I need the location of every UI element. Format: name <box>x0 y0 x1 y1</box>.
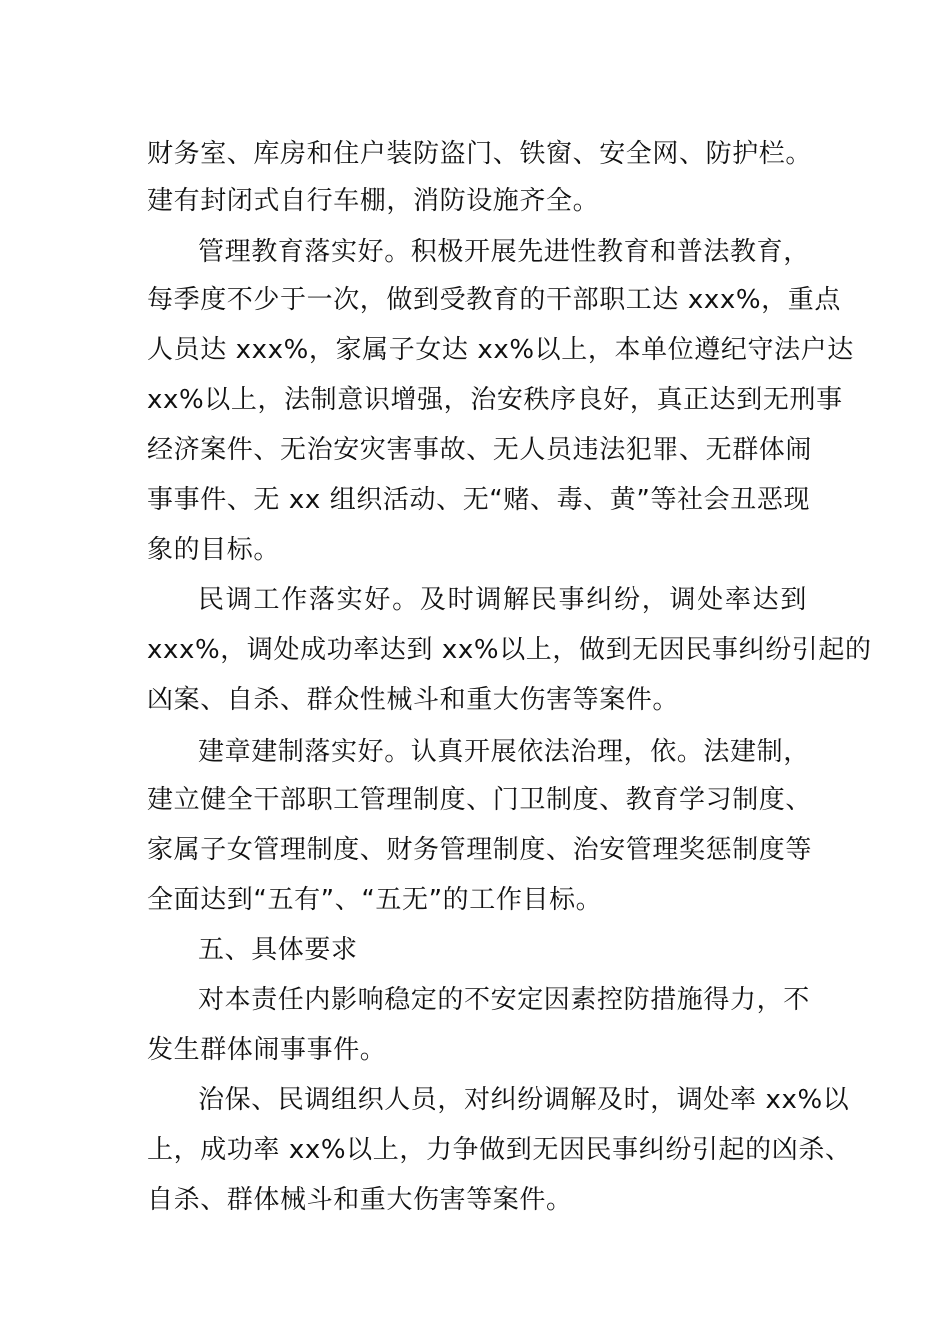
paragraph-line: xx%以上，法制意识增强，治安秩序良好，真正达到无刑事 <box>147 385 843 415</box>
paragraph-line: 建章建制落实好。认真开展依法治理，依。法建制， <box>198 737 810 767</box>
paragraph-line: 象的目标。 <box>147 535 281 565</box>
section-heading: 五、具体要求 <box>198 935 358 965</box>
paragraph-line: 对本责任内影响稳定的不安定因素控防措施得力，不 <box>198 985 810 1015</box>
paragraph-line: 凶案、自杀、群众性械斗和重大伤害等案件。 <box>147 685 680 715</box>
paragraph-line: 财务室、库房和住户装防盗门、铁窗、安全网、防护栏。 <box>147 139 813 169</box>
paragraph-line: 管理教育落实好。积极开展先进性教育和普法教育， <box>198 237 810 267</box>
paragraph-line: 人员达 xxx%，家属子女达 xx%以上，本单位遵纪守法户达 <box>147 335 854 365</box>
paragraph-line: 经济案件、无治安灾害事故、无人员违法犯罪、无群体闹 <box>147 435 813 465</box>
paragraph-line: 家属子女管理制度、财务管理制度、治安管理奖惩制度等 <box>147 835 813 865</box>
paragraph-line: 自杀、群体械斗和重大伤害等案件。 <box>147 1185 573 1215</box>
paragraph-line: 建有封闭式自行车棚，消防设施齐全。 <box>147 186 600 216</box>
paragraph-line: 全面达到“五有”、“五无”的工作目标。 <box>147 885 603 915</box>
paragraph-line: 事事件、无 xx 组织活动、无“赌、毒、黄”等社会丑恶现 <box>147 485 811 515</box>
paragraph-line: 建立健全干部职工管理制度、门卫制度、教育学习制度、 <box>147 785 813 815</box>
paragraph-line: 民调工作落实好。及时调解民事纠纷，调处率达到 <box>198 585 807 615</box>
paragraph-line: 发生群体闹事事件。 <box>147 1035 387 1065</box>
paragraph-line: 上，成功率 xx%以上，力争做到无因民事纠纷引起的凶杀、 <box>147 1135 852 1165</box>
paragraph-line: 治保、民调组织人员，对纠纷调解及时，调处率 xx%以 <box>198 1085 850 1115</box>
paragraph-line: 每季度不少于一次，做到受教育的干部职工达 xxx%，重点 <box>147 285 841 315</box>
paragraph-line: xxx%，调处成功率达到 xx%以上，做到无因民事纠纷引起的 <box>147 635 872 665</box>
